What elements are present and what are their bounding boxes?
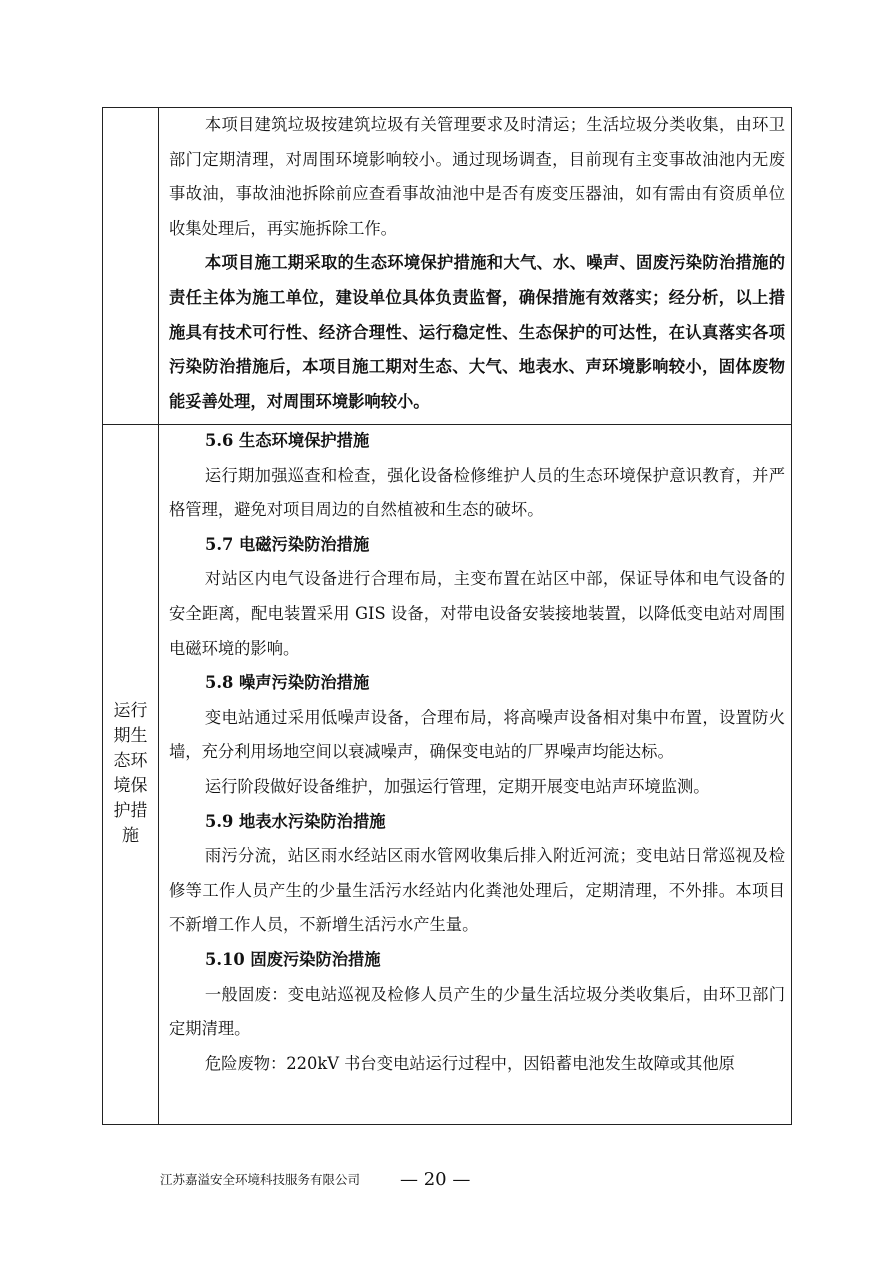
paragraph-5-6: 运行期加强巡查和检查，强化设备检修维护人员的生态环境保护意识教育，并严格管理，避免对项目周边的自然植被和生态的破坏。 xyxy=(169,465,785,520)
paragraph-5-8-b: 运行阶段做好设备维护，加强运行管理，定期开展变电站声环境监测。 xyxy=(204,776,710,796)
paragraph-5-7: 对站区内电气设备进行合理布局，主变布置在站区中部，保证导体和电气设备的安全距离，配电装置采用 GIS 设备，对带电设备安装接地装置，以降低变电站对周围电磁环境的影响。 xyxy=(169,569,785,658)
paragraph-5-8-a: 变电站通过采用低噪声设备，合理布局，将高噪声设备相对集中布置，设置防火墙，充分利用场地空间以衰减噪声，确保变电站的厂界噪声均能达标。 xyxy=(169,707,785,762)
page-number: — 20 — xyxy=(400,1169,471,1190)
heading-5-10: 5.10 固废污染防治措施 xyxy=(205,949,381,969)
company-name: 江苏嘉溢安全环境科技服务有限公司 xyxy=(160,1172,361,1187)
content-table xyxy=(102,107,792,1125)
paragraph-5-10-b: 危险废物：220kV 书台变电站运行过程中，因铅蓄电池发生故障或其他原 xyxy=(204,1053,735,1073)
construction-measures-cell xyxy=(169,108,785,419)
heading-5-7: 5.7 电磁污染防治措施 xyxy=(205,534,370,554)
page-footer xyxy=(0,1165,893,1195)
heading-5-8: 5.8 噪声污染防治措施 xyxy=(205,673,370,693)
heading-5-6: 5.6 生态环境保护措施 xyxy=(205,431,370,450)
paragraph-5-10-a: 一般固废：变电站巡视及检修人员产生的少量生活垃圾分类收集后，由环卫部门定期清理。 xyxy=(169,984,785,1039)
operation-measures-cell xyxy=(169,424,785,1081)
paragraph-conclusion: 本项目施工期采取的生态环境保护措施和大气、水、噪声、固废污染防治措施的责任主体为施工单位，建设单位具体负责监督，确保措施有效落实；经分析，以上措施具有技术可行性、经济合理性、运行稳定性、生态保护的可达性，在认真落实各项污染防治措施后，本项目施工期对生态、大气、地表水、声环境影响较小，固体废物能妥善处理，对周围环境影响较小。 xyxy=(169,253,785,411)
row-label-text: 运行期生态环境保护措施 xyxy=(113,701,148,846)
paragraph-waste-handling: 本项目建筑垃圾按建筑垃圾有关管理要求及时清运；生活垃圾分类收集，由环卫部门定期清理，对周围环境影响较小。通过现场调查，目前现有主变事故油池内无废事故油，事故油池拆除前应查看事故油池中是否有废变压器油，如有需由有资质单位收集处理后，再实施拆除工作。 xyxy=(169,115,785,238)
heading-5-9: 5.9 地表水污染防治措施 xyxy=(205,811,386,831)
row-label-operation-period xyxy=(103,424,158,1124)
paragraph-5-9: 雨污分流，站区雨水经站区雨水管网收集后排入附近河流；变电站日常巡视及检修等工作人员产生的少量生活污水经站内化粪池处理后，定期清理，不外排。本项目不新增工作人员，不新增生活污水产生量。 xyxy=(169,846,785,935)
column-divider xyxy=(158,108,159,1124)
